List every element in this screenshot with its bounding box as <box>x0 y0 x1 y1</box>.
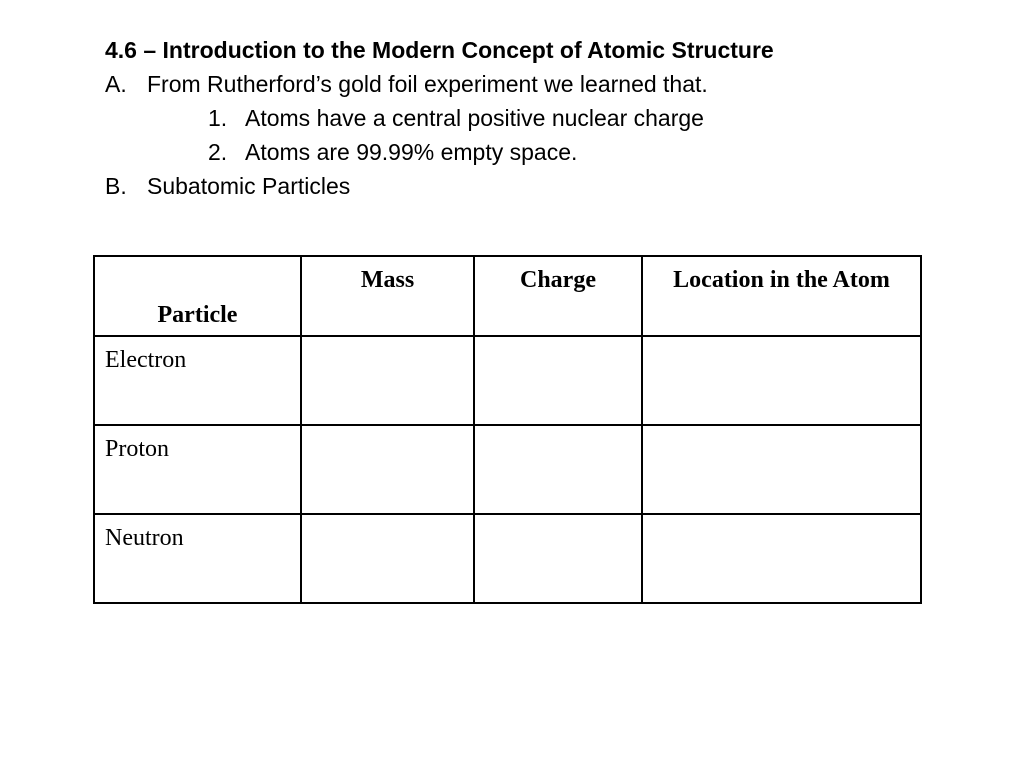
point-a-marker: A. <box>105 71 127 97</box>
point-a <box>105 67 985 101</box>
sub-point-2-marker: 2. <box>208 139 228 165</box>
header-charge: Charge <box>474 256 642 336</box>
table-row <box>94 425 921 514</box>
table-row <box>94 514 921 603</box>
cell-charge[interactable] <box>474 514 642 603</box>
table-row <box>94 336 921 425</box>
slide-outline <box>105 33 985 203</box>
sub-point-2-text: Atoms are 99.99% empty space. <box>245 139 578 165</box>
point-a-text: From Rutherford’s gold foil experiment we learned that. <box>147 71 708 97</box>
point-b-text: Subatomic Particles <box>147 173 351 199</box>
table-header-row <box>94 256 921 336</box>
point-b <box>105 169 985 203</box>
sub-point-1-text: Atoms have a central positive nuclear charge <box>245 105 704 131</box>
cell-mass[interactable] <box>301 425 474 514</box>
cell-particle-name: Proton <box>94 425 301 514</box>
cell-charge[interactable] <box>474 336 642 425</box>
cell-charge[interactable] <box>474 425 642 514</box>
cell-location[interactable] <box>642 425 921 514</box>
cell-mass[interactable] <box>301 336 474 425</box>
sub-point-1 <box>105 101 985 135</box>
point-b-marker: B. <box>105 173 127 199</box>
header-mass: Mass <box>301 256 474 336</box>
sub-point-2 <box>105 135 985 169</box>
header-location: Location in the Atom <box>642 256 921 336</box>
cell-particle-name: Electron <box>94 336 301 425</box>
cell-location[interactable] <box>642 336 921 425</box>
header-particle: Particle <box>94 256 301 336</box>
slide-title: 4.6 – Introduction to the Modern Concept of Atomic Structure <box>105 37 774 63</box>
cell-location[interactable] <box>642 514 921 603</box>
sub-point-1-marker: 1. <box>208 105 228 131</box>
subatomic-particles-table <box>93 255 922 604</box>
cell-mass[interactable] <box>301 514 474 603</box>
cell-particle-name: Neutron <box>94 514 301 603</box>
